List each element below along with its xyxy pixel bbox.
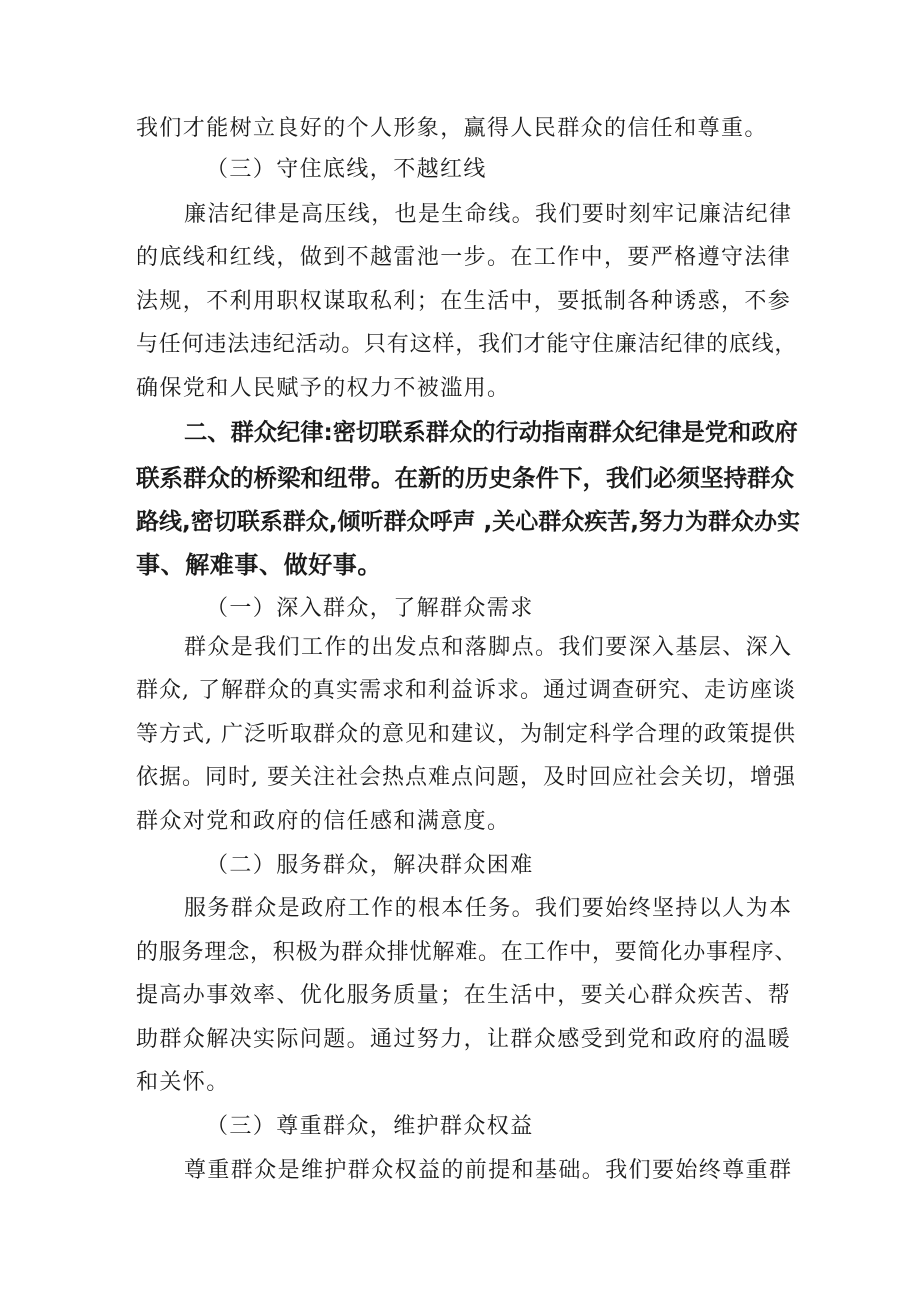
major-heading-line: 二、群众纪律:密切联系群众的行动指南群众纪律是党和政府 <box>184 419 798 446</box>
section-heading: （一）深入群众，了解群众需求 <box>206 596 534 621</box>
paragraph-line: 和关怀。 <box>136 1070 230 1095</box>
paragraph-line: 群众对党和政府的信任感和满意度。 <box>136 809 511 834</box>
paragraph-line: 确保党和人民赋予的权力不被滥用。 <box>136 376 511 401</box>
paragraph-line: 群众是我们工作的出发点和落脚点。我们要深入基层、深入 <box>184 635 793 660</box>
paragraph-line: 服务群众是政府工作的根本任务。我们要始终坚持以人为本 <box>184 896 793 921</box>
section-heading: （二）服务群众，解决群众困难 <box>206 853 534 878</box>
paragraph-line: 的底线和红线，做到不越雷池一步。在工作中，要严格遵守法律 <box>136 245 792 270</box>
section-heading: （三）尊重群众，维护群众权益 <box>206 1114 534 1139</box>
paragraph-line: 法规，不利用职权谋取私利；在生活中，要抵制各种诱惑，不参 <box>136 289 792 314</box>
paragraph-line: 助群众解决实际问题。通过努力，让群众感受到党和政府的温暖 <box>136 1027 792 1052</box>
paragraph-line: 我们才能树立良好的个人形象，赢得人民群众的信任和尊重。 <box>136 116 768 141</box>
paragraph-line: 提高办事效率、优化服务质量；在生活中，要关心群众疾苦、帮 <box>136 983 792 1008</box>
paragraph-line: 等方式, 广泛听取群众的意见和建议，为制定科学合理的政策提供 <box>136 722 796 747</box>
paragraph-line: 的服务理念，积极为群众排忧解难。在工作中，要简化办事程序、 <box>136 940 798 965</box>
paragraph-line: 依据。同时, 要关注社会热点难点问题，及时回应社会关切，增强 <box>136 765 796 790</box>
paragraph-line: 群众, 了解群众的真实需求和利益诉求。通过调查研究、走访座谈 <box>136 678 796 703</box>
paragraph-line: 与任何违法违纪活动。只有这样，我们才能守住廉洁纪律的底线， <box>136 332 798 357</box>
paragraph-line: 廉洁纪律是高压线，也是生命线。我们要时刻牢记廉洁纪律 <box>184 202 793 227</box>
section-heading: （三）守住底线，不越红线 <box>206 157 487 182</box>
major-heading-line: 事、解难事、做好事。 <box>136 551 382 579</box>
major-heading-line: 路线,密切联系群众,倾听群众呼声 ,关心群众疾苦,努力为群众办实 <box>136 509 800 535</box>
major-heading-line: 联系群众的桥梁和纽带。在新的历史条件下，我们必须坚持群众 <box>136 464 794 492</box>
paragraph-line: 尊重群众是维护群众权益的前提和基础。我们要始终尊重群 <box>184 1158 793 1183</box>
